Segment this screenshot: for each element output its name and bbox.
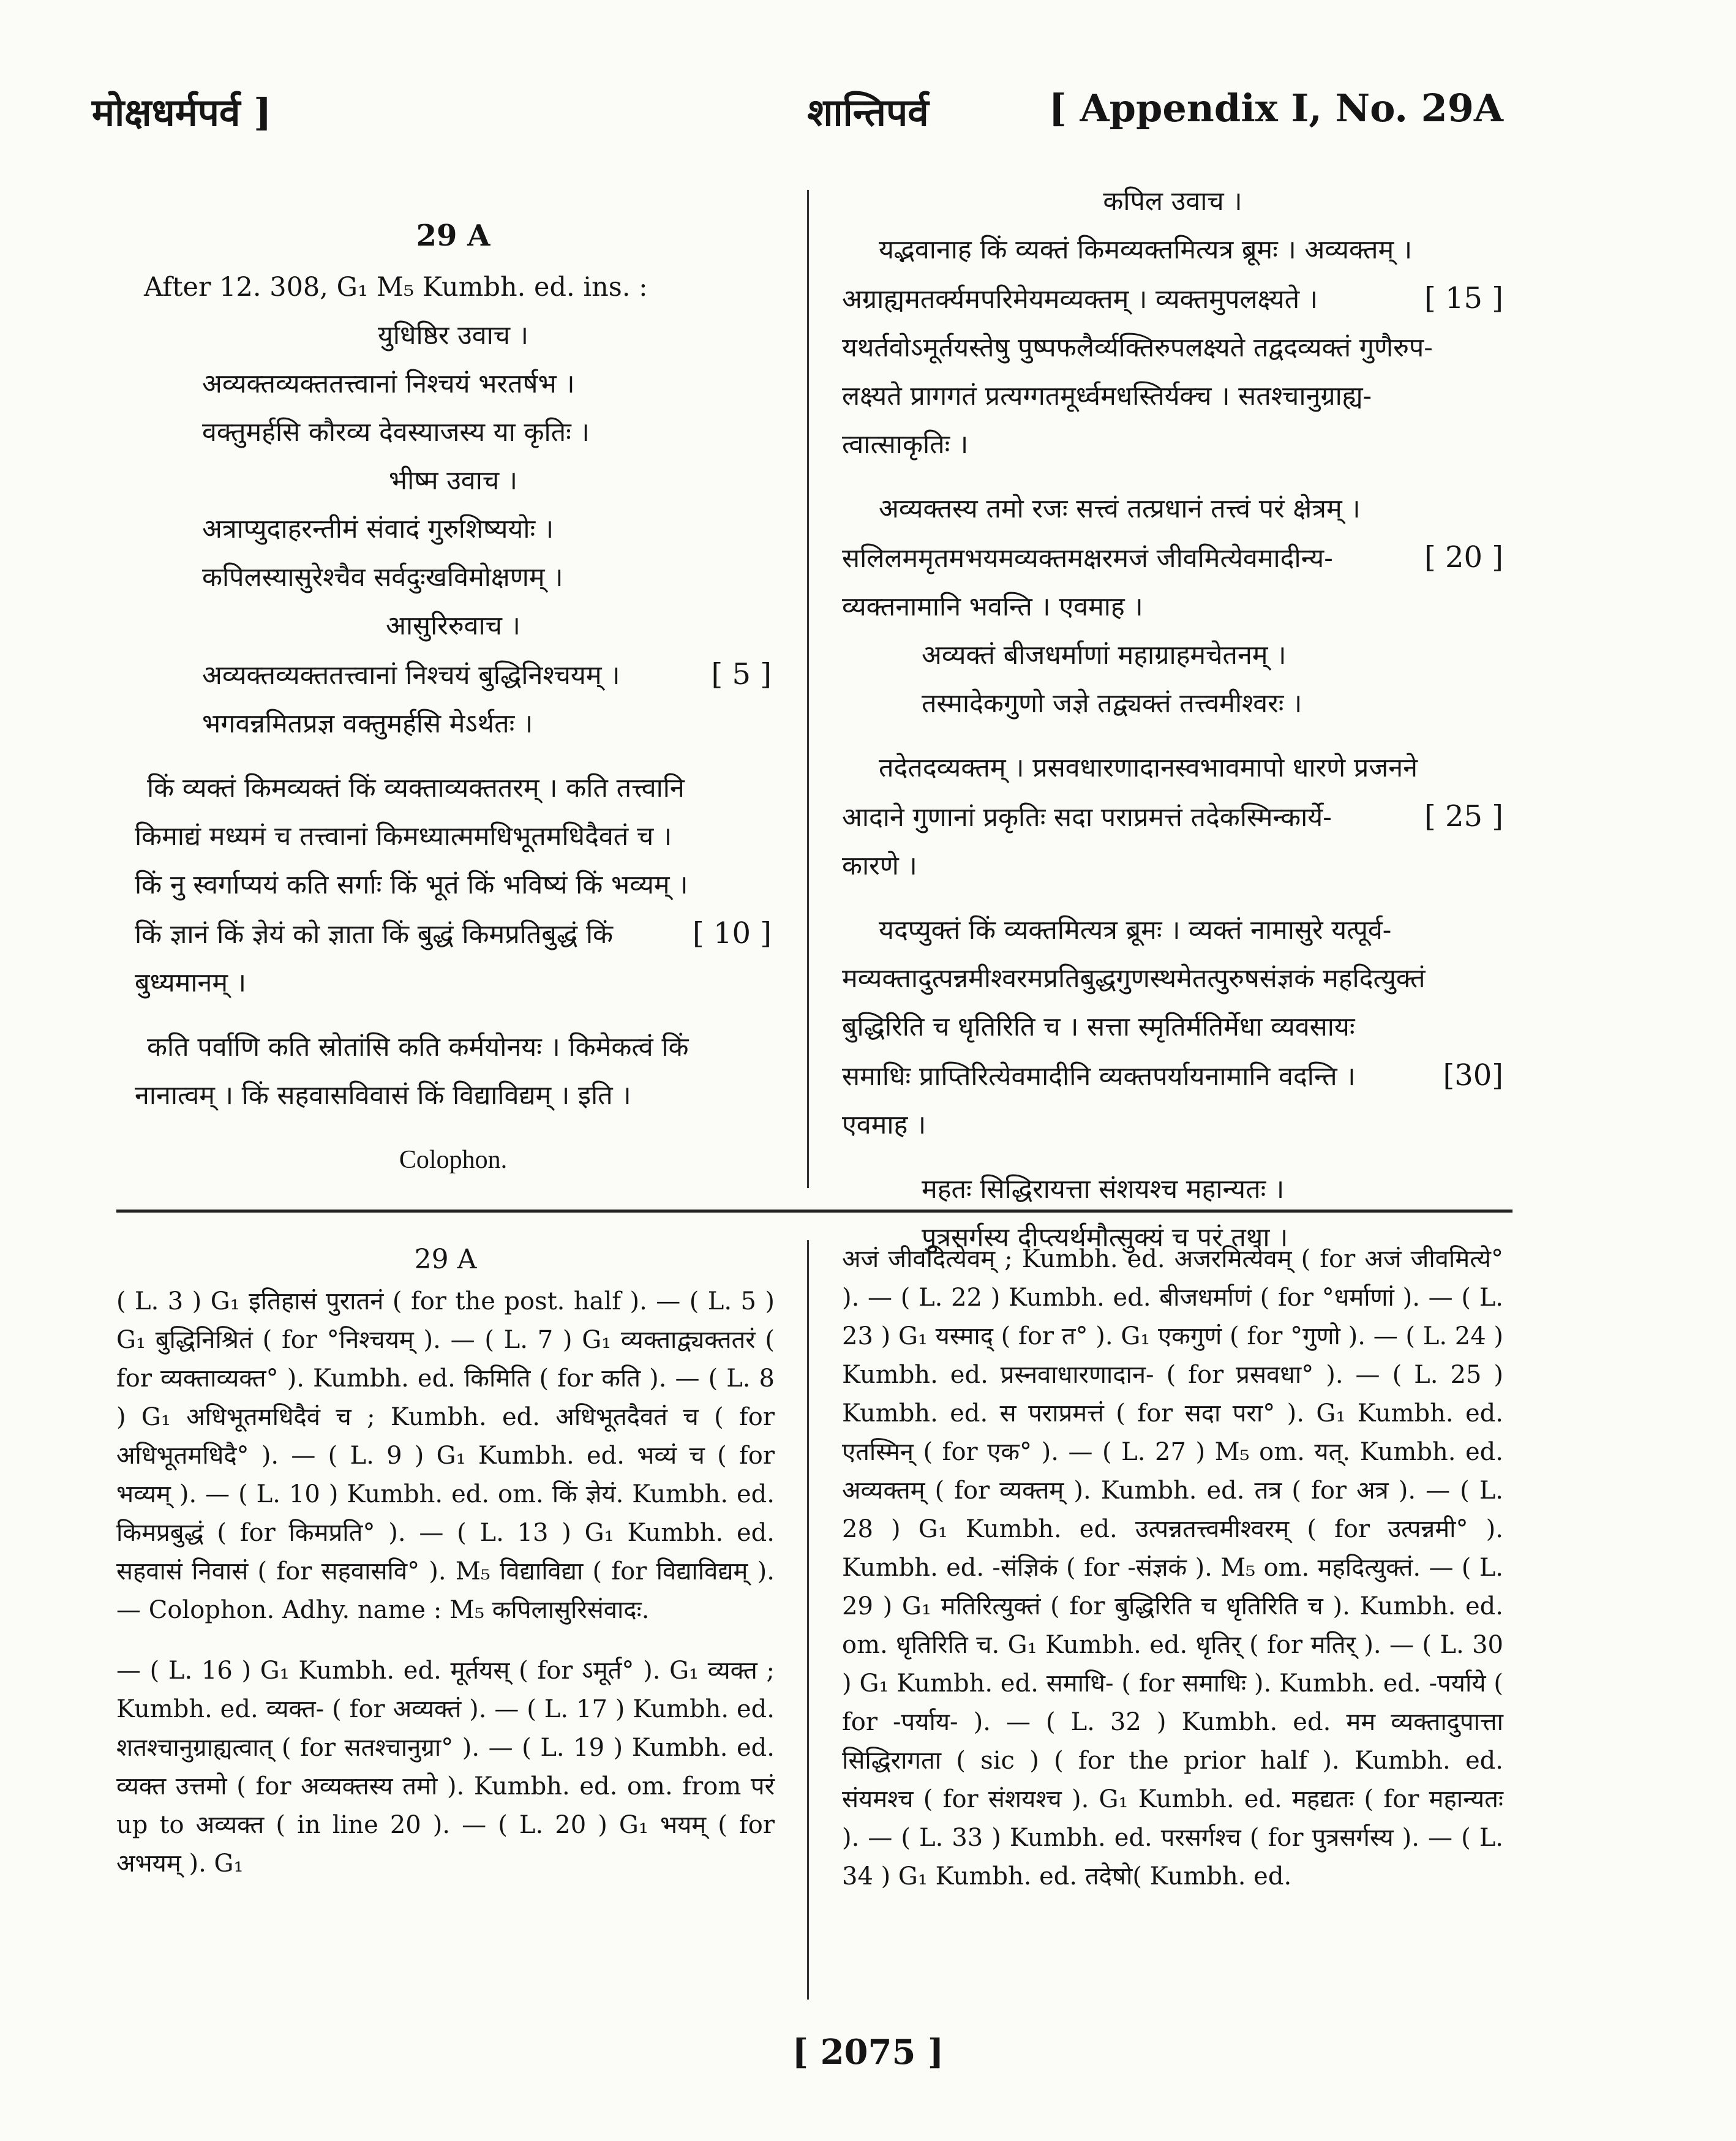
prose-line: व्यक्तनामानि भवन्ति । एवमाह । <box>842 592 1143 622</box>
prose-line <box>842 533 1503 583</box>
left-text-column <box>135 208 772 1184</box>
prose-line: एवमाह । <box>842 1110 926 1140</box>
prose-text: सलिलममृतमभयमव्यक्तमक्षरमजं जीवमित्येवमादीन्य- <box>842 543 1333 574</box>
running-head-right: [ Appendix I, No. 29A <box>1048 86 1503 130</box>
prose-line <box>842 792 1503 842</box>
note-block: ( L. 3 ) G₁ इतिहासं पुरातनं ( for the post. half ). — ( L. 5 ) G₁ बुद्धिनिश्रितं ( for °निश्चयम् ). — ( L. 7 ) G₁ व्यक्ताद्व्यक्ततरं ( for व्यक्ताव्यक्त° ). Kumbh. ed. किमिति ( for कति ). — ( L. 8 ) G₁ अधिभूतमधिदैवं च ; Kumbh. ed. अधिभूतदैवतं च ( for अधिभूतमधिदै° ). — ( L. 9 ) G₁ Kumbh. ed. भव्यं च ( for भव्यम् ). — ( L. 10 ) Kumbh. ed. om. किं ज्ञेयं. Kumbh. ed. किमप्रबुद्धं ( for किमप्रति° ). — ( L. 13 ) G₁ Kumbh. ed. सहवासं निवासं ( for सहवासवि° ). M₅ विद्याविद्या ( for विद्याविद्यम् ). — Colophon. Adhy. name : M₅ कपिलासुरिसंवादः. <box>116 1287 775 1624</box>
prose-line: किं व्यक्तं किमव्यक्तं किं व्यक्ताव्यक्ततरम् । कति तत्त्वानि <box>147 773 685 803</box>
prose-line <box>842 1052 1503 1101</box>
column-divider-upper <box>807 190 809 1188</box>
notes-left-column <box>116 1240 775 1883</box>
verse-line: अव्यक्तव्यक्ततत्त्वानां निश्चयं भरतर्षभ । <box>202 369 575 399</box>
prose-line: अव्यक्तस्य तमो रजः सत्त्वं तत्प्रधानं तत्त्वं परं क्षेत्रम् । <box>879 494 1361 524</box>
prose-line: कति पर्वाणि कति स्रोतांसि कति कर्मयोनयः । किमेकत्वं किं <box>147 1032 689 1063</box>
verse-line: महतः सिद्धिरायत्ता संशयश्च महान्यतः । <box>922 1174 1285 1205</box>
verse-line: अव्यक्तं बीजधर्माणां महाग्राहमचेतनम् । <box>922 640 1287 671</box>
prose-text: समाधिः प्राप्तिरित्येवमादीनि व्यक्तपर्यायनामानि वदन्ति । <box>842 1061 1356 1092</box>
verse-line: पुत्रसर्गस्य दीप्त्यर्थमौत्सुक्यं च परं तथा । <box>922 1222 1288 1253</box>
prose-line: तदेतदव्यक्तम् । प्रसवधारणादानस्वभावमापो धारणे प्रजनने <box>879 753 1418 783</box>
prose-line: लक्ष्यते प्रागगतं प्रत्यग्गतमूर्ध्वमधस्तिर्यक्च । सतश्चानुग्राह्य- <box>842 381 1372 412</box>
line-number: [30] <box>1443 1058 1503 1093</box>
prose-line: बुद्धिरिति च धृतिरिति च । सत्ता स्मृतिर्मतिर्मेधा व्यवसायः <box>842 1012 1355 1042</box>
colophon: Colophon. <box>399 1146 508 1174</box>
column-divider-lower <box>807 1240 809 2000</box>
notes-heading: 29 A <box>414 1244 477 1275</box>
verse-text: अव्यक्तव्यक्ततत्त्वानां निश्चयं बुद्धिनिश्चयम् । <box>202 660 620 691</box>
prose-line: यद्भवानाह किं व्यक्तं किमव्यक्तमित्यत्र ब्रूमः । अव्यक्तम् । <box>879 235 1413 265</box>
verse-line: वक्तुमर्हसि कौरव्य देवस्याजस्य या कृतिः । <box>202 417 590 448</box>
prose-line: यथर्तवोऽमूर्तयस्तेषु पुष्पफलैर्व्यक्तिरुपलक्ष्यते तद्वदव्यक्तं गुणैरुप- <box>842 333 1433 363</box>
speaker-bhishma: भीष्म उवाच । <box>388 465 518 496</box>
note-block: — ( L. 16 ) G₁ Kumbh. ed. मूर्तयस् ( for ऽमूर्त° ). G₁ व्यक्त ; Kumbh. ed. व्यक्त- ( for अव्यक्तं ). — ( L. 17 ) Kumbh. ed. शतश्चानुग्राह्यत्वात् ( for सतश्चानुग्रा° ). — ( L. 19 ) Kumbh. ed. व्यक्त उत्तमो ( for अव्यक्तस्य तमो ). Kumbh. ed. om. from परं up to अव्यक्त ( in line 20 ). — ( L. 20 ) G₁ भयम् ( for अभयम् ). G₁ <box>116 1657 775 1878</box>
prose-line: बुध्यमानम् । <box>135 968 247 998</box>
line-number: [ 25 ] <box>1424 799 1503 833</box>
prose-line: यदप्युक्तं किं व्यक्तमित्यत्र ब्रूमः । व्यक्तं नामासुरे यत्पूर्व- <box>879 915 1392 946</box>
prose-line: किमाद्यं मध्यमं च तत्त्वानां किमध्यात्ममधिभूतमधिदैवतं च । <box>135 821 672 852</box>
prose-line <box>135 909 772 959</box>
running-head-left: मोक्षधर्मपर्व ] <box>92 90 272 135</box>
intro-line: After 12. 308, G₁ M₅ Kumbh. ed. ins. : <box>144 272 648 303</box>
line-number: [ 15 ] <box>1424 281 1503 315</box>
text-notes-divider <box>116 1210 1512 1213</box>
line-number: [ 20 ] <box>1424 540 1503 574</box>
verse-line: कपिलस्यासुरेश्चैव सर्वदुःखविमोक्षणम् । <box>202 562 563 593</box>
section-title: 29 A <box>416 219 490 253</box>
running-head-center: शान्तिपर्व <box>807 90 929 135</box>
prose-line: कारणे । <box>842 851 917 881</box>
notes-right-column <box>842 1240 1503 1896</box>
speaker-yudhishthira: युधिष्ठिर उवाच । <box>377 320 529 351</box>
page-number: [ 2075 ] <box>792 2032 944 2072</box>
right-text-column <box>842 178 1503 1262</box>
prose-line <box>842 274 1503 324</box>
verse-line: अत्राप्युदाहरन्तीमं संवादं गुरुशिष्ययोः । <box>202 514 554 544</box>
verse-line: तस्मादेकगुणो जज्ञे तद्व्यक्तं तत्त्वमीश्वरः । <box>922 688 1302 719</box>
note-block: अजं जीवदित्येवम् ; Kumbh. ed. अजरमित्येवम् ( for अजं जीवमित्ये° ). — ( L. 22 ) Kumbh. ed. बीजधर्माणं ( for °धर्माणां ). — ( L. 23 ) G₁ यस्माद् ( for त° ). G₁ एकगुणं ( for °गुणो ). — ( L. 24 ) Kumbh. ed. प्रस्नवाधारणादान- ( for प्रसवधा° ). — ( L. 25 ) Kumbh. ed. स पराप्रमत्तं ( for सदा परा° ). G₁ Kumbh. ed. एतस्मिन् ( for एक° ). — ( L. 27 ) M₅ om. यत्. Kumbh. ed. अव्यक्तम् ( for व्यक्तम् ). Kumbh. ed. तत्र ( for अत्र ). — ( L. 28 ) G₁ Kumbh. ed. उत्पन्नतत्त्वमीश्वरम् ( for उत्पन्नमी° ). Kumbh. ed. -संज्ञिकं ( for -संज्ञकं ). M₅ om. महदित्युक्तं. — ( L. 29 ) G₁ मतिरित्युक्तं ( for बुद्धिरिति च धृतिरिति च ). Kumbh. ed. om. धृतिरिति च. G₁ Kumbh. ed. धृतिर् ( for मतिर् ). — ( L. 30 ) G₁ Kumbh. ed. समाधि- ( for समाधिः ). Kumbh. ed. -पर्याये ( for -पर्याय- ). — ( L. 32 ) Kumbh. ed. मम व्यक्तादुपात्ता सिद्धिरागता ( sic ) ( for the prior half ). Kumbh. ed. संयमश्च ( for संशयश्च ). G₁ Kumbh. ed. महद्यतः ( for महान्यतः ). — ( L. 33 ) Kumbh. ed. परसर्गश्च ( for पुत्रसर्गस्य ). — ( L. 34 ) G₁ Kumbh. ed. तदेषो( Kumbh. ed. <box>842 1245 1503 1891</box>
prose-line: नानात्वम् । किं सहवासविवासं किं विद्याविद्यम् । इति । <box>135 1080 631 1111</box>
prose-text: आदाने गुणानां प्रकृतिः सदा पराप्रमत्तं तदेकस्मिन्कार्ये- <box>842 802 1332 833</box>
speaker-kapila: कपिल उवाच । <box>1103 186 1242 217</box>
prose-text: किं ज्ञानं किं ज्ञेयं को ज्ञाता किं बुद्धं किमप्रतिबुद्धं किं <box>135 919 614 950</box>
prose-line: किं नु स्वर्गाप्ययं कति सर्गाः किं भूतं किं भविष्यं किं भव्यम् । <box>135 870 688 900</box>
prose-text: अग्राह्यमतर्क्यमपरिमेयमव्यक्तम् । व्यक्तमुपलक्ष्यते । <box>842 284 1318 315</box>
prose-line: त्वात्साकृतिः । <box>842 429 969 460</box>
verse-line: भगवन्नमितप्रज्ञ वक्तुमर्हसि मेऽर्थतः । <box>202 709 533 739</box>
speaker-asuri: आसुरिरुवाच । <box>386 611 520 641</box>
line-number: [ 5 ] <box>711 657 772 691</box>
line-number: [ 10 ] <box>692 916 772 950</box>
prose-line: मव्यक्तादुत्पन्नमीश्वरमप्रतिबुद्धगुणस्थमेतत्पुरुषसंज्ञकं महदित्युक्तं <box>842 963 1426 994</box>
verse-line <box>135 650 772 700</box>
